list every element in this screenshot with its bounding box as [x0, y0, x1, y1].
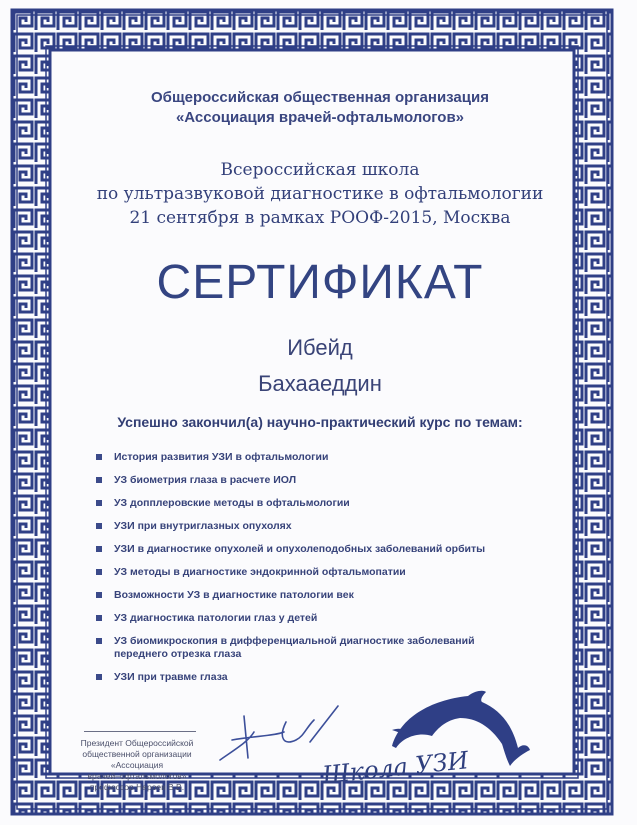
signatory-line-2: общественной организации	[82, 749, 192, 759]
topic-item: УЗИ при травме глаза	[96, 671, 556, 684]
school-line-2: по ультразвуковой диагностике в офтальмологии	[96, 184, 544, 204]
course-intro: Успешно закончил(а) научно-практический курс по темам:	[117, 414, 523, 430]
organization-line-1: Общероссийская общественная организация	[151, 89, 489, 106]
logo-lettering: Школа УЗИ	[321, 746, 470, 790]
organization-name	[60, 88, 580, 128]
topic-item: УЗИ при внутриглазных опухолях	[96, 520, 556, 533]
topic-item: УЗ биометрия глаза в расчете ИОЛ	[96, 474, 556, 487]
topics-list	[96, 451, 556, 694]
school-line-1: Всероссийская школа	[220, 160, 420, 180]
school-heading	[50, 158, 590, 230]
signatory-line-3: «Ассоциация	[110, 760, 164, 770]
topic-item: УЗ биомикроскопия в дифференциальной диагностике заболеваний переднего отрезка глаза	[96, 635, 514, 661]
school-line-3: 21 сентября в рамках РООФ-2015, Москва	[129, 208, 511, 228]
certificate-title: СЕРТИФИКАТ	[156, 256, 484, 309]
recipient-name	[160, 330, 480, 402]
topic-item: История развития УЗИ в офтальмологии	[96, 451, 556, 464]
signatory-line-4: врачей–офтальмологов»	[87, 771, 187, 781]
topic-item: Возможности УЗ в диагностике патологии век	[96, 589, 556, 602]
topic-item: УЗИ в диагностике опухолей и опухолеподобных заболеваний орбиты	[96, 543, 556, 556]
signatory-line-1: Президент Общероссийской	[80, 738, 194, 748]
topic-item: УЗ методы в диагностике эндокринной офтальмопатии	[96, 566, 556, 579]
topic-item: УЗ допплеровские методы в офтальмологии	[96, 497, 556, 510]
recipient-given-name: Бахааеддин	[258, 371, 382, 396]
organization-line-2: «Ассоциация врачей-офтальмологов»	[175, 109, 465, 126]
recipient-surname: Ибейд	[287, 335, 353, 360]
topic-item: УЗ диагностика патологии глаз у детей	[96, 612, 556, 625]
signatory-line-5: профессор Нероев В.В.	[89, 782, 185, 792]
signature-line	[84, 731, 196, 732]
signatory-caption	[72, 738, 202, 793]
